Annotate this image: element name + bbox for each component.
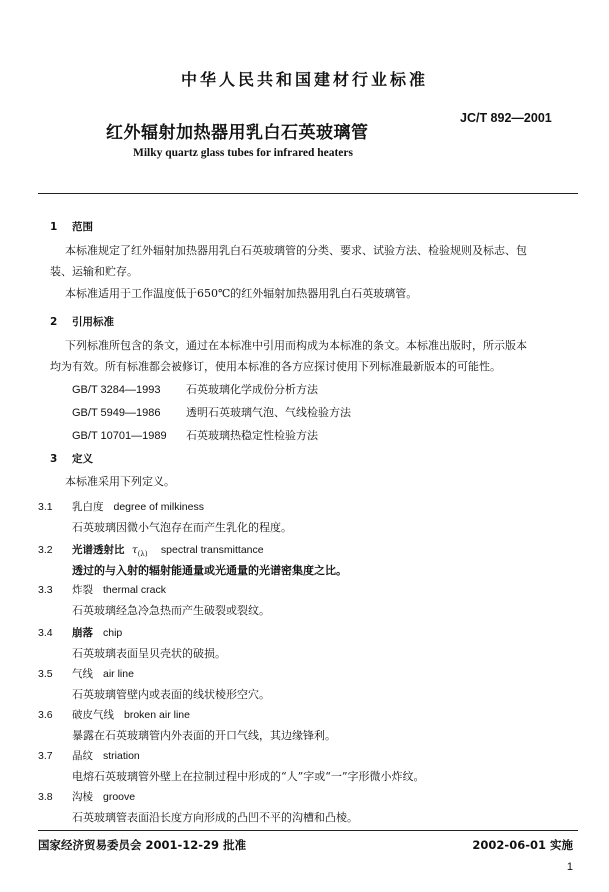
term-number: 3.1 — [38, 501, 53, 513]
term-english: broken air line — [124, 709, 190, 721]
term-heading — [38, 499, 204, 514]
term-definition: 电熔石英玻璃管外壁上在拉制过程中形成的“人”字或“一”字形微小炸纹。 — [72, 770, 425, 783]
term-heading — [38, 625, 122, 640]
term-english: air line — [103, 668, 134, 680]
standard-number: JC/T 892—2001 — [460, 111, 552, 125]
term-number: 3.4 — [38, 627, 53, 639]
paragraph: 本标准规定了红外辐射加热器用乳白石英玻璃管的分类、要求、试验方法、检验规则及标志、包 — [65, 244, 527, 257]
reference-item — [72, 404, 351, 420]
section-heading-definitions — [50, 451, 93, 466]
term-definition: 暴露在石英玻璃管内外表面的开口气线，其边缘锋利。 — [72, 729, 336, 742]
term-chinese: 乳白度 — [72, 501, 104, 513]
section-number: 3 — [50, 453, 58, 465]
reference-code: GB/T 10701—1989 — [72, 430, 167, 442]
paragraph: 均为有效。所有标准都会被修订，使用本标准的各方应探讨使用下列标准最新版本的可能性。 — [50, 360, 501, 373]
standard-organization: 中华人民共和国建材行业标准 — [180, 70, 428, 89]
approval-info: 国家经济贸易委员会 2001-12-29 批准 — [38, 838, 247, 852]
term-heading — [38, 542, 264, 558]
section-title: 引用标准 — [72, 316, 114, 328]
term-heading — [38, 666, 134, 681]
paragraph: 装、运输和贮存。 — [50, 265, 138, 278]
page-number: 1 — [566, 861, 573, 873]
section-number: 1 — [50, 221, 58, 233]
paragraph: 下列标准所包含的条文，通过在本标准中引用而构成为本标准的条文。本标准出版时，所示版本 — [65, 339, 527, 352]
reference-title: 透明石英玻璃气泡、气线检验方法 — [186, 406, 351, 419]
footer-divider — [38, 830, 578, 831]
reference-title: 石英玻璃热稳定性检验方法 — [186, 429, 318, 442]
term-english: chip — [103, 627, 123, 639]
header-divider — [38, 193, 578, 194]
term-chinese: 晶纹 — [72, 750, 93, 762]
term-english: thermal crack — [103, 584, 167, 596]
term-symbol: τ — [131, 544, 138, 556]
section-heading-references — [50, 314, 114, 329]
section-heading-scope — [50, 219, 93, 234]
term-heading — [38, 582, 166, 597]
term-english: groove — [103, 791, 136, 803]
term-chinese: 气线 — [72, 668, 93, 680]
section-number: 2 — [50, 316, 58, 328]
reference-code: GB/T 5949—1986 — [72, 407, 161, 419]
term-number: 3.6 — [38, 709, 53, 721]
document-title-english: Milky quartz glass tubes for infrared heaters — [133, 147, 353, 159]
term-number: 3.8 — [38, 791, 53, 803]
term-chinese: 崩落 — [72, 627, 93, 639]
section-title: 范围 — [72, 221, 93, 233]
reference-title: 石英玻璃化学成份分析方法 — [186, 383, 318, 396]
term-definition: 石英玻璃管表面沿长度方向形成的凸凹不平的沟槽和凸棱。 — [72, 811, 358, 824]
term-chinese: 沟棱 — [72, 791, 93, 803]
reference-item — [72, 381, 318, 397]
term-english: striation — [103, 750, 140, 762]
reference-item — [72, 427, 318, 443]
paragraph: 本标准采用下列定义。 — [65, 475, 175, 488]
term-chinese: 炸裂 — [72, 584, 93, 596]
term-number: 3.5 — [38, 668, 53, 680]
reference-code: GB/T 3284—1993 — [72, 384, 161, 396]
document-title-chinese: 红外辐射加热器用乳白石英玻璃管 — [106, 123, 369, 143]
term-english: spectral transmittance — [160, 544, 264, 556]
term-symbol-subscript: (λ) — [137, 550, 148, 558]
term-chinese: 光谱透射比 — [72, 544, 125, 556]
term-definition: 石英玻璃表面呈贝壳状的破损。 — [72, 647, 226, 660]
term-definition: 石英玻璃因微小气泡存在而产生乳化的程度。 — [72, 521, 292, 534]
term-number: 3.3 — [38, 584, 53, 596]
paragraph: 本标准适用于工作温度低于650℃的红外辐射加热器用乳白石英玻璃管。 — [65, 287, 418, 300]
term-heading — [38, 748, 140, 763]
term-number: 3.2 — [38, 544, 53, 556]
section-title: 定义 — [72, 453, 93, 465]
term-english: degree of milkiness — [113, 501, 204, 513]
term-chinese: 破皮气线 — [72, 709, 114, 721]
term-definition: 石英玻璃管壁内或表面的线状棱形空穴。 — [72, 688, 270, 701]
term-number: 3.7 — [38, 750, 53, 762]
term-heading — [38, 707, 190, 722]
implementation-date: 2002-06-01 实施 — [472, 838, 573, 852]
term-definition: 石英玻璃经急冷急热而产生破裂或裂纹。 — [72, 604, 270, 617]
term-heading — [38, 789, 135, 804]
term-definition: 透过的与入射的辐射能通量或光通量的光谱密集度之比。 — [72, 564, 347, 577]
